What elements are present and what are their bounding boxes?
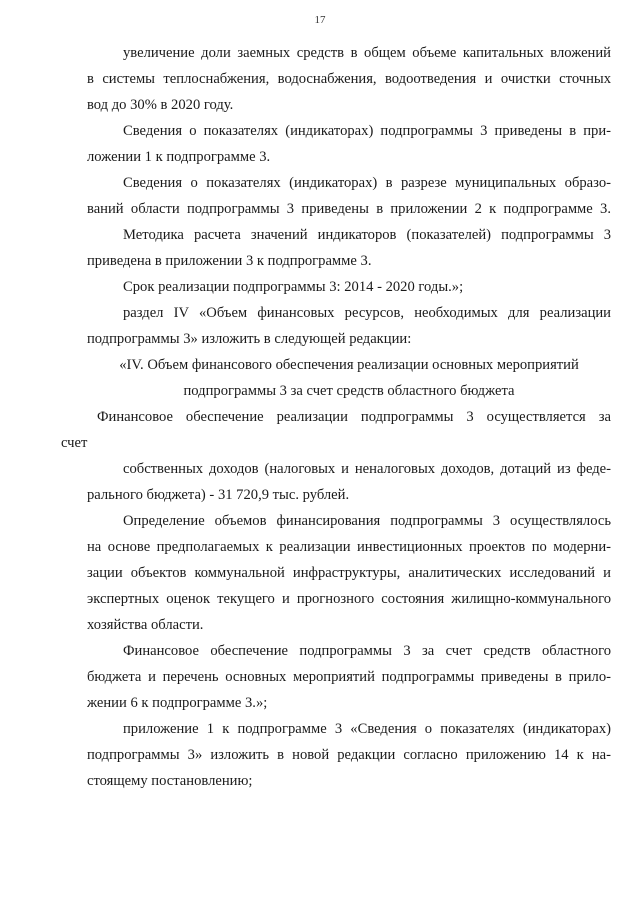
paragraph-2 xyxy=(87,118,611,170)
paragraph-3 xyxy=(87,170,611,222)
paragraph-line: Сведения о показателях (индикаторах) подпрограммы 3 приведены в при- xyxy=(123,123,611,139)
paragraph-9 xyxy=(87,508,611,638)
paragraph-line: увеличение доли заемных средств в общем объеме капитальных вложений xyxy=(123,45,611,61)
paragraph-line: бюджета и перечень основных мероприятий подпрограммы приведены в прило- xyxy=(87,669,611,685)
paragraph-line: ваний области подпрограммы 3 приведены в приложении 2 к подпрограмме 3. xyxy=(87,201,611,217)
paragraph-line: приведена в приложении 3 к подпрограмме 3. xyxy=(87,253,372,269)
paragraph-11 xyxy=(87,716,611,794)
page-number: 17 xyxy=(314,14,326,26)
heading-line: подпрограммы 3 за счет средств областного бюджета xyxy=(183,383,515,399)
heading-line: «IV. Объем финансового обеспечения реализации основных мероприятий xyxy=(119,357,579,373)
paragraph-line: подпрограммы 3» изложить в новой редакции согласно приложению 14 к на- xyxy=(87,747,611,763)
paragraph-line: счет xyxy=(61,435,88,451)
section-heading xyxy=(87,352,611,404)
paragraph-line: собственных доходов (налоговых и неналоговых доходов, дотаций из феде- xyxy=(123,461,611,477)
paragraph-line: рального бюджета) - 31 720,9 тыс. рублей. xyxy=(87,487,350,503)
document-body xyxy=(61,40,611,794)
paragraph-line: зации объектов коммунальной инфраструктуры, аналитических исследований и xyxy=(87,565,611,581)
paragraph-1 xyxy=(87,40,611,118)
paragraph-6 xyxy=(87,300,611,352)
paragraph-line: жении 6 к подпрограмме 3.»; xyxy=(87,695,268,711)
paragraph-line: раздел IV «Объем финансовых ресурсов, необходимых для реализации xyxy=(123,305,611,321)
paragraph-line: вод до 30% в 2020 году. xyxy=(87,97,234,113)
paragraph-line: подпрограммы 3» изложить в следующей редакции: xyxy=(87,331,412,347)
paragraph-line: Срок реализации подпрограммы 3: 2014 - 2020 годы.»; xyxy=(123,279,464,295)
paragraph-line: стоящему постановлению; xyxy=(87,773,253,789)
paragraph-10 xyxy=(87,638,611,716)
paragraph-4 xyxy=(87,222,611,274)
paragraph-8 xyxy=(87,456,611,508)
paragraph-line: Финансовое обеспечение реализации подпрограммы 3 осуществляется за xyxy=(97,409,611,425)
paragraph-line: на основе предполагаемых к реализации инвестиционных проектов по модерни- xyxy=(87,539,611,555)
paragraph-line: хозяйства области. xyxy=(87,617,204,633)
paragraph-line: Методика расчета значений индикаторов (показателей) подпрограммы 3 xyxy=(123,227,611,243)
paragraph-line: в системы теплоснабжения, водоснабжения, водоотведения и очистки сточных xyxy=(87,71,611,87)
paragraph-line: приложение 1 к подпрограмме 3 «Сведения о показателях (индикаторах) xyxy=(123,721,611,737)
paragraph-line: экспертных оценок текущего и прогнозного состояния жилищно-коммунального xyxy=(87,591,611,607)
paragraph-line: Финансовое обеспечение подпрограммы 3 за счет средств областного xyxy=(123,643,611,659)
paragraph-5 xyxy=(87,274,611,300)
paragraph-7 xyxy=(61,404,611,456)
paragraph-line: ложении 1 к подпрограмме 3. xyxy=(87,149,271,165)
paragraph-line: Сведения о показателях (индикаторах) в разрезе муниципальных образо- xyxy=(123,175,611,191)
paragraph-line: Определение объемов финансирования подпрограммы 3 осуществлялось xyxy=(123,513,611,529)
